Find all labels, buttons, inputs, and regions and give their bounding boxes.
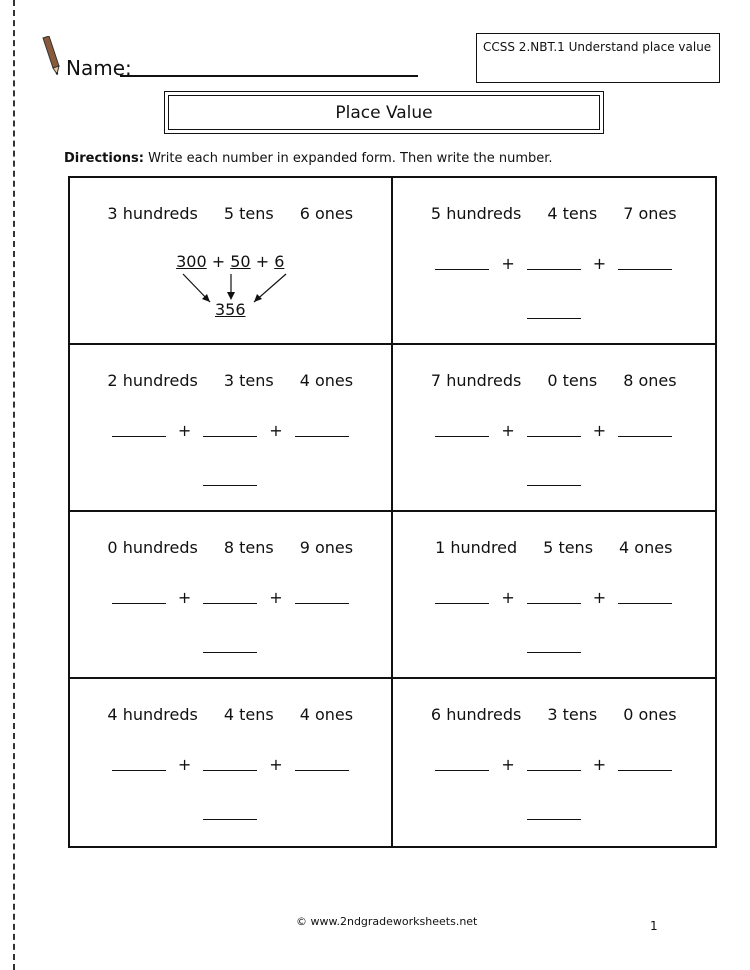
- problem-cell: [393, 345, 716, 512]
- place-values: [393, 705, 716, 724]
- plus-sign: +: [501, 421, 515, 440]
- blank-line[interactable]: [295, 436, 349, 437]
- plus-sign: +: [269, 755, 283, 774]
- hundreds-text: 2 hundreds: [107, 371, 198, 390]
- tens-text: 0 tens: [547, 371, 598, 390]
- standard-box: CCSS 2.NBT.1 Understand place value: [476, 33, 720, 83]
- blank-line[interactable]: [435, 770, 489, 771]
- expanded-form-blanks: [393, 254, 716, 273]
- example-answer: 356: [214, 300, 246, 319]
- ones-text: 4 ones: [299, 705, 354, 724]
- directions-text: Write each number in expanded form. Then write the number.: [148, 151, 553, 166]
- plus-sign: +: [501, 588, 515, 607]
- blank-line[interactable]: [295, 770, 349, 771]
- plus-sign: +: [211, 252, 226, 271]
- blank-line[interactable]: [435, 436, 489, 437]
- plus-sign: +: [592, 755, 607, 774]
- plus-sign: +: [592, 588, 607, 607]
- plus-sign: +: [269, 588, 283, 607]
- blank-line[interactable]: [618, 436, 672, 437]
- expanded-form-blanks: [70, 588, 391, 607]
- plus-sign: +: [269, 421, 283, 440]
- expansion-ones: 6: [274, 252, 285, 271]
- tens-text: 3 tens: [223, 371, 274, 390]
- blank-line[interactable]: [295, 603, 349, 604]
- answer-blank-line[interactable]: [203, 652, 257, 653]
- expanded-form-blanks: [70, 421, 391, 440]
- place-values: [70, 705, 391, 724]
- answer-blank-line[interactable]: [527, 652, 581, 653]
- problem-cell: [393, 178, 716, 345]
- problem-cell: [70, 679, 393, 846]
- place-values: [393, 371, 716, 390]
- hundreds-text: 0 hundreds: [107, 538, 198, 557]
- plus-sign: +: [592, 421, 607, 440]
- hundreds-text: 5 hundreds: [430, 204, 522, 223]
- hundreds-text: 7 hundreds: [430, 371, 522, 390]
- directions: [64, 151, 553, 166]
- blank-line[interactable]: [112, 603, 166, 604]
- directions-label: Directions:: [64, 151, 144, 166]
- blank-line[interactable]: [435, 269, 489, 270]
- plus-sign: +: [255, 252, 270, 271]
- ones-text: 7 ones: [623, 204, 677, 223]
- name-write-line[interactable]: [120, 75, 418, 77]
- ones-text: 4 ones: [619, 538, 673, 557]
- answer-blank-line[interactable]: [527, 819, 581, 820]
- tens-text: 5 tens: [543, 538, 594, 557]
- blank-line[interactable]: [527, 770, 581, 771]
- plus-sign: +: [501, 254, 515, 273]
- hundreds-text: 4 hundreds: [107, 705, 198, 724]
- blank-line[interactable]: [112, 436, 166, 437]
- answer-blank-line[interactable]: [527, 318, 581, 319]
- blank-line[interactable]: [618, 770, 672, 771]
- expansion-hundreds: 300: [176, 252, 207, 271]
- copyright-footer: © www.2ndgradeworksheets.net: [296, 915, 478, 928]
- place-values: [70, 371, 391, 390]
- expanded-form-blanks: [393, 588, 716, 607]
- problem-cell: [393, 512, 716, 679]
- place-values: [393, 538, 716, 557]
- expansion-tens: 50: [230, 252, 251, 271]
- page-number: 1: [650, 919, 658, 933]
- blank-line[interactable]: [527, 269, 581, 270]
- plus-sign: +: [177, 588, 192, 607]
- pencil-icon: [40, 36, 62, 76]
- example-cell: [70, 178, 393, 345]
- answer-blank-line[interactable]: [527, 485, 581, 486]
- blank-line[interactable]: [527, 436, 581, 437]
- blank-line[interactable]: [435, 603, 489, 604]
- dashed-margin-line: [13, 0, 15, 970]
- expanded-form-blanks: [393, 421, 716, 440]
- plus-sign: +: [177, 421, 192, 440]
- blank-line[interactable]: [527, 603, 581, 604]
- plus-sign: +: [177, 755, 192, 774]
- problem-cell: [393, 679, 716, 846]
- answer-blank-line[interactable]: [203, 485, 257, 486]
- blank-line[interactable]: [112, 770, 166, 771]
- ones-text: 8 ones: [623, 371, 677, 390]
- tens-text: 5 tens: [223, 204, 274, 223]
- blank-line[interactable]: [203, 770, 257, 771]
- blank-line[interactable]: [618, 603, 672, 604]
- tens-text: 3 tens: [547, 705, 598, 724]
- hundreds-text: 6 hundreds: [430, 705, 522, 724]
- example-arrows: [70, 178, 392, 344]
- hundreds-text: 3 hundreds: [107, 204, 198, 223]
- problem-cell: [70, 512, 393, 679]
- hundreds-text: 1 hundred: [435, 538, 518, 557]
- expanded-form-blanks: [70, 755, 391, 774]
- name-label: Name:: [66, 56, 132, 80]
- ones-text: 0 ones: [623, 705, 677, 724]
- expanded-form-blanks: [393, 755, 716, 774]
- place-values: [393, 204, 716, 223]
- page-title: Place Value: [168, 95, 600, 130]
- ones-text: 9 ones: [299, 538, 354, 557]
- title-box: [164, 91, 604, 134]
- problem-grid: [68, 176, 717, 848]
- problem-cell: [70, 345, 393, 512]
- plus-sign: +: [592, 254, 607, 273]
- ones-text: 4 ones: [299, 371, 354, 390]
- tens-text: 8 tens: [223, 538, 274, 557]
- blank-line[interactable]: [203, 436, 257, 437]
- ones-text: 6 ones: [299, 204, 354, 223]
- blank-line[interactable]: [618, 269, 672, 270]
- tens-text: 4 tens: [547, 204, 598, 223]
- blank-line[interactable]: [203, 603, 257, 604]
- tens-text: 4 tens: [223, 705, 274, 724]
- answer-blank-line[interactable]: [203, 819, 257, 820]
- place-values: [70, 538, 391, 557]
- plus-sign: +: [501, 755, 515, 774]
